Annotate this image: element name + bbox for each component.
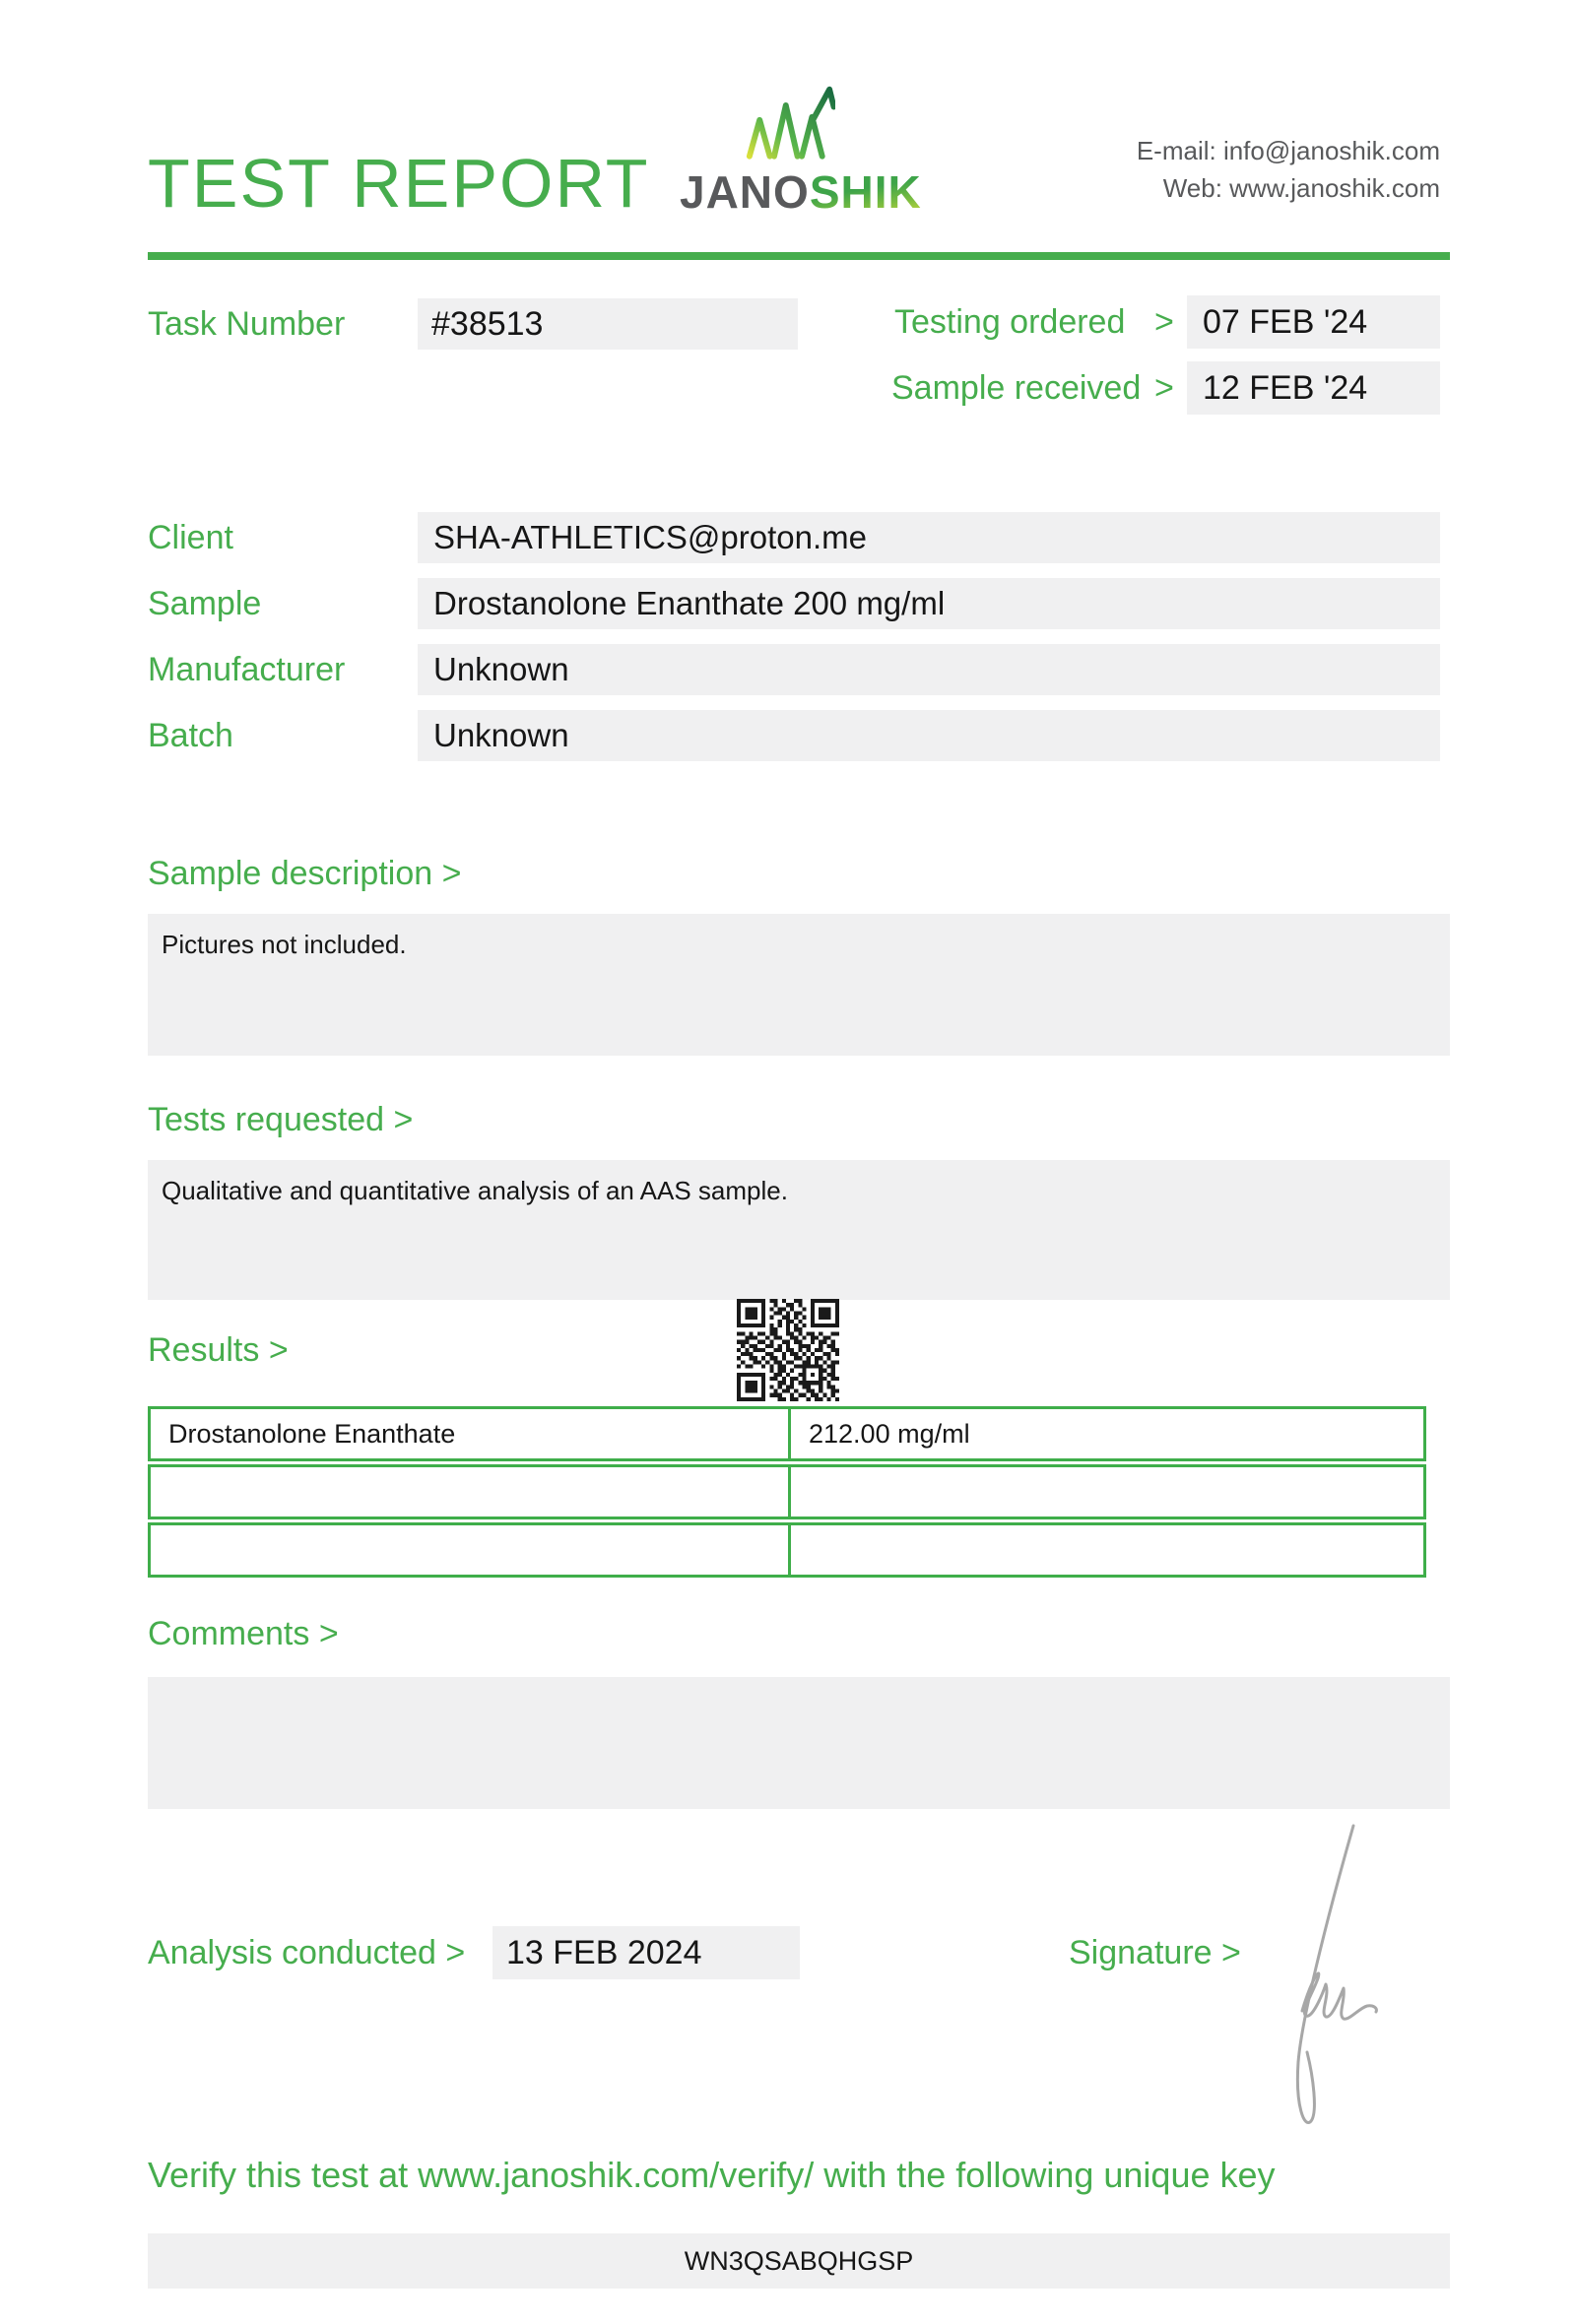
batch-label: Batch — [148, 717, 233, 754]
result-value-cell — [788, 1525, 1423, 1575]
page-title: TEST REPORT — [148, 145, 650, 222]
client-label: Client — [148, 519, 233, 556]
wordmark-primary: JANO — [680, 166, 810, 218]
testing-ordered-label: Testing ordered — [894, 303, 1126, 341]
janoshik-chart-logo-icon — [741, 77, 835, 167]
client-value: SHA-ATHLETICS@proton.me — [418, 512, 1440, 563]
sample-received-arrow: > — [1154, 369, 1174, 407]
comments-heading: Comments > — [148, 1615, 339, 1652]
sample-value: Drostanolone Enanthate 200 mg/ml — [418, 578, 1440, 629]
sample-received-label: Sample received — [891, 369, 1142, 407]
sample-description-text: Pictures not included. — [162, 930, 407, 959]
comments-box — [148, 1677, 1450, 1809]
result-name-cell: Drostanolone Enanthate — [168, 1419, 456, 1449]
batch-value: Unknown — [418, 710, 1440, 761]
results-heading: Results > — [148, 1331, 289, 1369]
sample-label: Sample — [148, 585, 262, 622]
signature-label: Signature > — [1069, 1934, 1241, 1971]
analysis-date: 13 FEB 2024 — [492, 1926, 800, 1979]
manufacturer-value: Unknown — [418, 644, 1440, 695]
header-divider — [148, 252, 1450, 260]
unique-key: WN3QSABQHGSP — [148, 2233, 1450, 2289]
qr-code — [737, 1299, 839, 1401]
sample-description-box — [148, 914, 1450, 1056]
contact-email: E-mail: info@janoshik.com — [1136, 136, 1440, 165]
task-number-label: Task Number — [148, 305, 346, 343]
results-table-row — [148, 1406, 1426, 1461]
verify-instruction: Verify this test at www.janoshik.com/verify/ with the following unique key — [148, 2155, 1276, 2195]
tests-requested-heading: Tests requested > — [148, 1101, 414, 1138]
result-name-cell — [151, 1467, 788, 1517]
result-value-cell — [788, 1467, 1423, 1517]
result-name-cell — [151, 1525, 788, 1575]
result-value-cell: 212.00 mg/ml — [788, 1409, 1423, 1458]
tests-requested-box — [148, 1160, 1450, 1300]
task-number-value: #38513 — [418, 298, 798, 350]
sample-description-heading: Sample description > — [148, 855, 462, 892]
janoshik-wordmark — [680, 165, 922, 219]
sample-received-date: 12 FEB '24 — [1187, 361, 1440, 415]
results-table — [148, 1406, 1426, 1581]
tests-requested-text: Qualitative and quantitative analysis of an AAS sample. — [162, 1176, 788, 1205]
testing-ordered-date: 07 FEB '24 — [1187, 295, 1440, 349]
wordmark-secondary: SHIK — [809, 166, 922, 218]
results-table-row — [148, 1522, 1426, 1578]
testing-ordered-arrow: > — [1154, 303, 1174, 341]
manufacturer-label: Manufacturer — [148, 651, 346, 688]
signature-image — [1243, 1818, 1411, 2143]
analysis-conducted-label: Analysis conducted > — [148, 1934, 466, 1971]
contact-web: Web: www.janoshik.com — [1162, 173, 1440, 203]
results-table-row — [148, 1464, 1426, 1519]
